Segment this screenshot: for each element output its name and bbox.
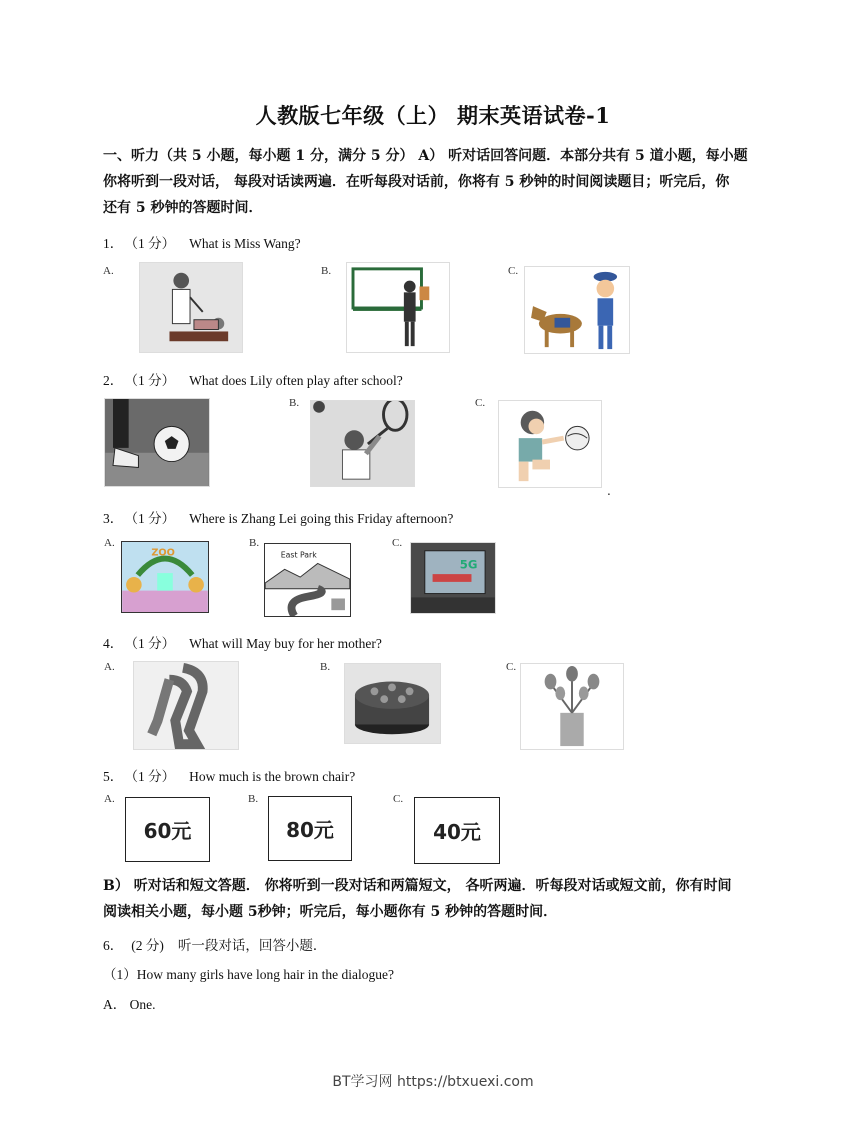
question-3-text: Where is Zhang Lei going this Friday afternoon? bbox=[189, 511, 454, 526]
svg-text:ZOO: ZOO bbox=[151, 547, 175, 559]
supermarket-image[interactable] bbox=[410, 542, 496, 614]
flowers-image[interactable] bbox=[520, 663, 624, 750]
question-2: 2． （1 分） What does Lily often play after school? bbox=[103, 373, 403, 388]
zoo-image[interactable] bbox=[121, 541, 209, 613]
question-5: 5． （1 分） How much is the brown chair? bbox=[103, 769, 356, 784]
question-1-text: What is Miss Wang? bbox=[189, 236, 301, 251]
q1-option-c-label: C. bbox=[508, 265, 519, 277]
q5-option-b-label: B. bbox=[248, 793, 259, 805]
question-1: 1． （1 分） What is Miss Wang? bbox=[103, 236, 301, 251]
question-3: 3． （1 分） Where is Zhang Lei going this Friday afternoon? bbox=[103, 511, 454, 526]
q5-option-a-label: A. bbox=[104, 793, 115, 805]
q1-option-a-label: A. bbox=[103, 265, 114, 277]
page-title: 人教版七年级（上） 期末英语试卷-1 bbox=[255, 103, 611, 128]
svg-text:5G: 5G bbox=[459, 557, 478, 572]
stray-dot: . bbox=[607, 484, 611, 498]
section-b-line1: B） 听对话和短文答题． 你将听到一段对话和两篇短文， 各听两遍．听每段对话或短文前，你有时间 bbox=[103, 878, 732, 894]
question-5-text: How much is the brown chair? bbox=[189, 769, 356, 784]
volleyball-image[interactable] bbox=[498, 400, 602, 488]
answer-option-a[interactable]: A． One. bbox=[103, 997, 156, 1012]
q4-option-b-label: B. bbox=[320, 661, 331, 673]
tennis-image[interactable] bbox=[310, 400, 415, 487]
birthday-cake-image[interactable] bbox=[344, 663, 441, 744]
teacher-blackboard-image[interactable] bbox=[346, 262, 450, 353]
price-card-c[interactable]: 40元 bbox=[414, 797, 500, 864]
q3-option-a-label: A. bbox=[104, 537, 115, 549]
price-card-a[interactable]: 60元 bbox=[125, 797, 210, 862]
q5-option-c-label: C. bbox=[393, 793, 404, 805]
police-dog-image[interactable] bbox=[524, 266, 630, 354]
section1-line3: 还有 5 秒钟的答题时间． bbox=[103, 200, 263, 216]
section-b-line2: 阅读相关小题，每小题 5秒钟；听完后，每小题你有 5 秒钟的答题时间． bbox=[103, 904, 558, 920]
scarf-image[interactable] bbox=[133, 661, 239, 750]
q2-option-b-label: B. bbox=[289, 397, 300, 409]
question-4: 4． （1 分） What will May buy for her mother? bbox=[103, 636, 382, 651]
question-6-text: 听一段对话，回答小题． bbox=[177, 938, 327, 953]
q4-option-a-label: A. bbox=[104, 661, 115, 673]
park-image[interactable] bbox=[264, 543, 351, 617]
q3-option-c-label: C. bbox=[392, 537, 403, 549]
football-image[interactable] bbox=[104, 398, 210, 487]
q4-option-c-label: C. bbox=[506, 661, 517, 673]
price-card-b[interactable]: 80元 bbox=[268, 796, 352, 861]
question-2-text: What does Lily often play after school? bbox=[189, 373, 403, 388]
doctor-patient-image[interactable] bbox=[139, 262, 243, 353]
section1-instructions bbox=[103, 143, 768, 221]
footer-watermark[interactable]: BT学习网 https://btxuexi.com bbox=[332, 1074, 534, 1090]
section1-line2: 你将听到一段对话， 每段对话读两遍．在听每段对话前，你将有 5 秒钟的时间阅读题目；听完后，你 bbox=[103, 174, 730, 190]
question-6-1: （1）How many girls have long hair in the dialogue? bbox=[103, 967, 394, 982]
q2-option-c-label: C. bbox=[475, 397, 486, 409]
section1-heading: 一、听力（共 5 小题，每小题 1 分，满分 5 分） A） 听对话回答问题．本部分共有 5 道小题，每小题 bbox=[103, 148, 748, 164]
q3-option-b-label: B. bbox=[249, 537, 260, 549]
question-6: 6． (2 分) 听一段对话，回答小题． bbox=[103, 938, 327, 953]
question-4-text: What will May buy for her mother? bbox=[189, 636, 382, 651]
section-b-instructions bbox=[103, 873, 768, 925]
q1-option-b-label: B. bbox=[321, 265, 332, 277]
svg-text:East Park: East Park bbox=[280, 550, 317, 560]
